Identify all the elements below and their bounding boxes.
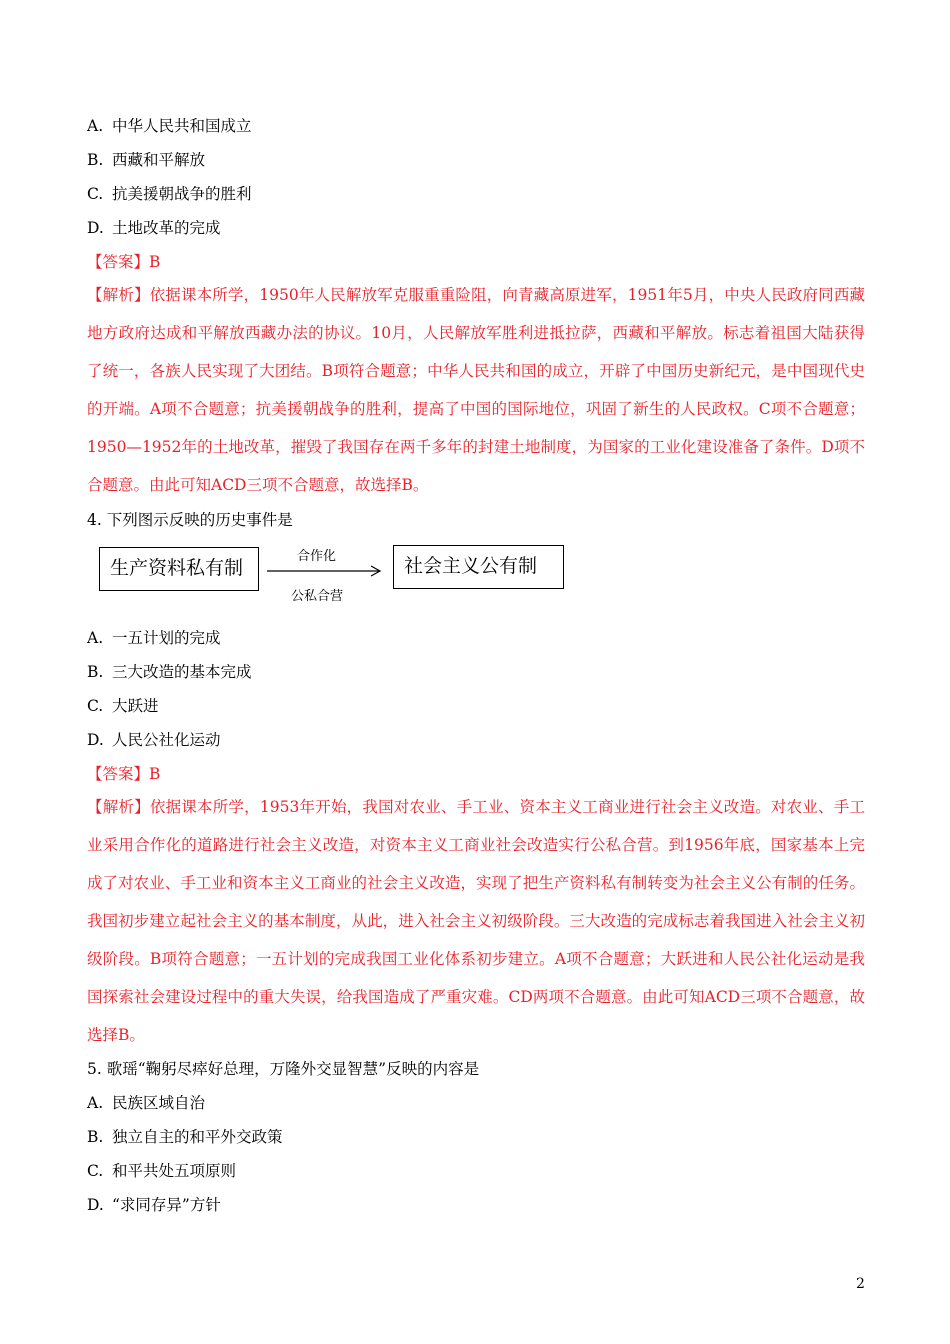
diagram-arrow <box>267 563 385 579</box>
option-text: 独立自主的和平外交政策 <box>112 1128 283 1146</box>
option-text: 三大改造的基本完成 <box>112 663 252 681</box>
option-text: “求同存异”方针 <box>112 1196 221 1214</box>
analysis-text: 依据课本所学，1953年开始，我国对农业、手工业、资本主义工商业进行社会主义改造。对农业、手工业采用合作化的道路进行社会主义改造，对资本主义工商业社会改造实行公私合营。到1956年底，国家基本上完成了对农业、手工业和资本主义工商业的社会主义改造，实现了把生产资料私有制转变为社会主义公有制的任务。我国初步建立起社会主义的基本制度，从此，进入社会主义初级阶段。三大改造的完成标志着我国进入社会主义初级阶段。B项符合题意；一五计划的完成我国工业化体系初步建立。A项不合题意；大跃进和人民公社化运动是我国探索社会建设过程中的重大失误，给我国造成了严重灾难。CD两项不合题意。由此可知ACD三项不合题意，故选择B。 <box>87 798 865 1044</box>
page-number: 2 <box>856 1276 865 1292</box>
option-letter: D. <box>87 1196 104 1214</box>
option-text: 土地改革的完成 <box>112 219 221 237</box>
diagram-right-box: 社会主义公有制 <box>393 545 564 589</box>
q5-option-d <box>87 1194 221 1216</box>
option-text: 和平共处五项原则 <box>112 1162 237 1180</box>
q5-option-a <box>87 1092 205 1114</box>
option-letter: B. <box>87 151 104 169</box>
q4-option-a <box>87 627 221 649</box>
q4-stem: 4. 下列图示反映的历史事件是 <box>87 511 293 529</box>
option-letter: A. <box>87 1094 104 1112</box>
option-letter: B. <box>87 663 104 681</box>
option-letter: A. <box>87 629 104 647</box>
q3-option-b <box>87 149 205 171</box>
option-letter: C. <box>87 697 104 715</box>
q3-analysis <box>87 276 865 504</box>
option-text: 民族区域自治 <box>112 1094 206 1112</box>
option-text: 中华人民共和国成立 <box>112 117 252 135</box>
q3-answer <box>87 251 160 273</box>
q3-option-a <box>87 115 252 137</box>
analysis-text: 依据课本所学，1950年人民解放军克服重重险阻，向青藏高原进军，1951年5月，中央人民政府同西藏地方政府达成和平解放西藏办法的协议。10月，人民解放军胜利进抵拉萨，西藏和平解放。标志着祖国大陆获得了统一，各族人民实现了大团结。B项符合题意；中华人民共和国的成立，开辟了中国历史新纪元，是中国现代史的开端。A项不合题意；抗美援朝战争的胜利，提高了中国的国际地位，巩固了新生的人民政权。C项不合题意；1950—1952年的土地改革，摧毁了我国存在两千多年的封建土地制度，为国家的工业化建设准备了条件。D项不合题意。由此可知ACD三项不合题意，故选择B。 <box>87 286 865 494</box>
diagram-left-box: 生产资料私有制 <box>99 547 259 591</box>
option-letter: A. <box>87 117 104 135</box>
diagram-arrow-top-label: 合作化 <box>297 549 337 564</box>
option-text: 大跃进 <box>112 697 159 715</box>
q4-option-c <box>87 695 159 717</box>
q5-option-b <box>87 1126 283 1148</box>
option-text: 西藏和平解放 <box>112 151 206 169</box>
q3-option-d <box>87 217 221 239</box>
option-letter: B. <box>87 1128 104 1146</box>
option-letter: C. <box>87 185 104 203</box>
option-text: 人民公社化运动 <box>112 731 221 749</box>
q4-analysis <box>87 788 865 1054</box>
q4-option-d <box>87 729 221 751</box>
answer-label: 【答案】 <box>87 765 150 783</box>
analysis-label: 【解析】 <box>87 286 150 304</box>
q5-stem: 5. 歌瑶“鞠躬尽瘁好总理，万隆外交显智慧”反映的内容是 <box>87 1060 480 1078</box>
q4-answer <box>87 763 160 785</box>
q5-option-c <box>87 1160 236 1182</box>
option-text: 一五计划的完成 <box>112 629 221 647</box>
q3-option-c <box>87 183 252 205</box>
option-letter: D. <box>87 731 104 749</box>
q4-diagram <box>99 545 569 607</box>
analysis-label: 【解析】 <box>87 798 150 816</box>
option-letter: D. <box>87 219 104 237</box>
option-text: 抗美援朝战争的胜利 <box>112 185 252 203</box>
answer-label: 【答案】 <box>87 253 150 271</box>
answer-value: B <box>149 765 161 783</box>
option-letter: C. <box>87 1162 104 1180</box>
q4-option-b <box>87 661 252 683</box>
diagram-arrow-bottom-label: 公私合营 <box>291 589 344 604</box>
answer-value: B <box>149 253 161 271</box>
